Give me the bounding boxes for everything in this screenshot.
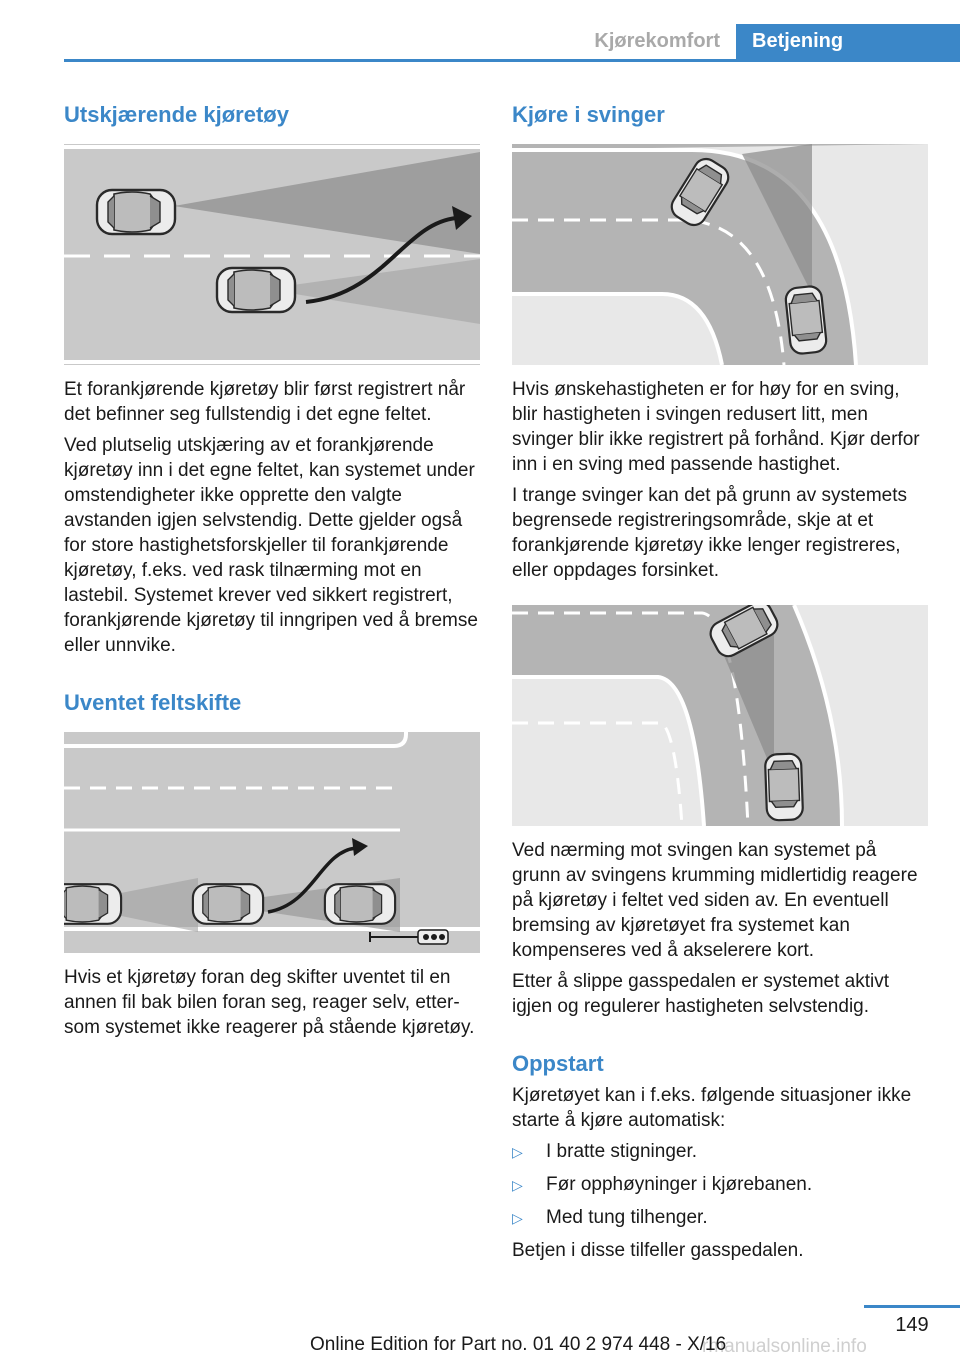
lane-change-drawing [64, 732, 480, 953]
curve-illustration-1 [512, 144, 928, 365]
section-title-cut-in: Utskjærende kjøretøy [64, 102, 289, 127]
curve-illustration-2 [512, 605, 928, 826]
list-item: ▷ Før opphøyninger i kjørebanen. [512, 1172, 928, 1198]
curve-paragraph-3: Ved nærming mot svingen kan systemet på grunn av svingens krumming midlertidig reagere på kjøretøy i feltet ved siden av. En eventuell bremsing av kjøretøyet fra systemet kan kompenseres ved å akselerere kort. [512, 840, 918, 961]
curve-paragraph-4: Etter å slippe gasspedalen er systemet aktivt igjen og regulerer hastigheten selvstendig. [512, 971, 890, 1017]
footer-rule [864, 1305, 960, 1308]
page-header [0, 24, 960, 62]
bullet-triangle-icon: ▷ [512, 1144, 523, 1160]
section-title-curves: Kjøre i svinger [512, 102, 665, 127]
left-column [64, 100, 480, 1046]
section-title-startup: Oppstart [512, 1051, 604, 1076]
header-rule [64, 59, 960, 62]
bullet-triangle-icon: ▷ [512, 1177, 523, 1193]
cut-in-drawing [64, 144, 480, 365]
cut-in-paragraph-1: Et forankjørende kjøretøy blir først registrert når det befinner seg fullstendig i det egne feltet. [64, 379, 466, 425]
cut-in-paragraph-2: Ved plutselig utskjæring av et forankjørende kjøretøy inn i det egne feltet, kan systemet under omstendigheter ikke opprette den valgte avstanden igjen selvstendig. Dette gjelder også for store hastighetsforskjeller til forankjørende kjøretøy, f.eks. ved rask tilnærming mot en lastebil. Systemet krever ved sikkert registrert, forankjørende kjøretøy til inngripen ved å bremse eller unnvike. [64, 435, 478, 656]
edition-note: Online Edition for Part no. 01 40 2 974 448 - X/16 [310, 1334, 727, 1355]
chapter-tab: Betjening [736, 24, 960, 62]
lane-change-illustration [64, 732, 480, 953]
cut-in-illustration [64, 144, 480, 365]
curve-paragraph-2: I trange svinger kan det på grunn av systemets begrensede registreringsområde, skje at et forankjørende kjøretøy ikke lenger registreres, eller oppdages forsinket. [512, 485, 907, 581]
list-item: ▷ I bratte stigninger. [512, 1139, 928, 1165]
bullet-triangle-icon: ▷ [512, 1210, 523, 1226]
startup-paragraph-2: Betjen i disse tilfeller gasspedalen. [512, 1240, 804, 1261]
right-column [512, 100, 928, 1269]
watermark-text: rmanualsonline.info [702, 1336, 867, 1357]
curve-paragraph-1: Hvis ønskehastigheten er for høy for en sving, blir hastigheten i svingen redusert litt, men svinger blir ikke registrert på forhånd. Kjør derfor inn i en sving med passende hastighet. [512, 379, 920, 475]
curve-drawing-1 [512, 144, 928, 365]
startup-paragraph-1: Kjøretøyet kan i f.eks. følgende situasjoner ikke starte å kjøre automatisk: [512, 1085, 912, 1131]
section-breadcrumb: Kjørekomfort [594, 30, 720, 52]
lane-change-paragraph: Hvis et kjøretøy foran deg skifter uventet til en annen fil bak bilen foran seg, reager selv, ettersom systemet ikke reagerer på stående kjøretøy. [64, 967, 475, 1038]
list-item: ▷ Med tung tilhenger. [512, 1205, 928, 1231]
page-number: 149 [895, 1314, 929, 1336]
startup-list [512, 1139, 928, 1231]
section-title-lane-change: Uventet feltskifte [64, 690, 242, 715]
curve-drawing-2 [512, 605, 928, 826]
